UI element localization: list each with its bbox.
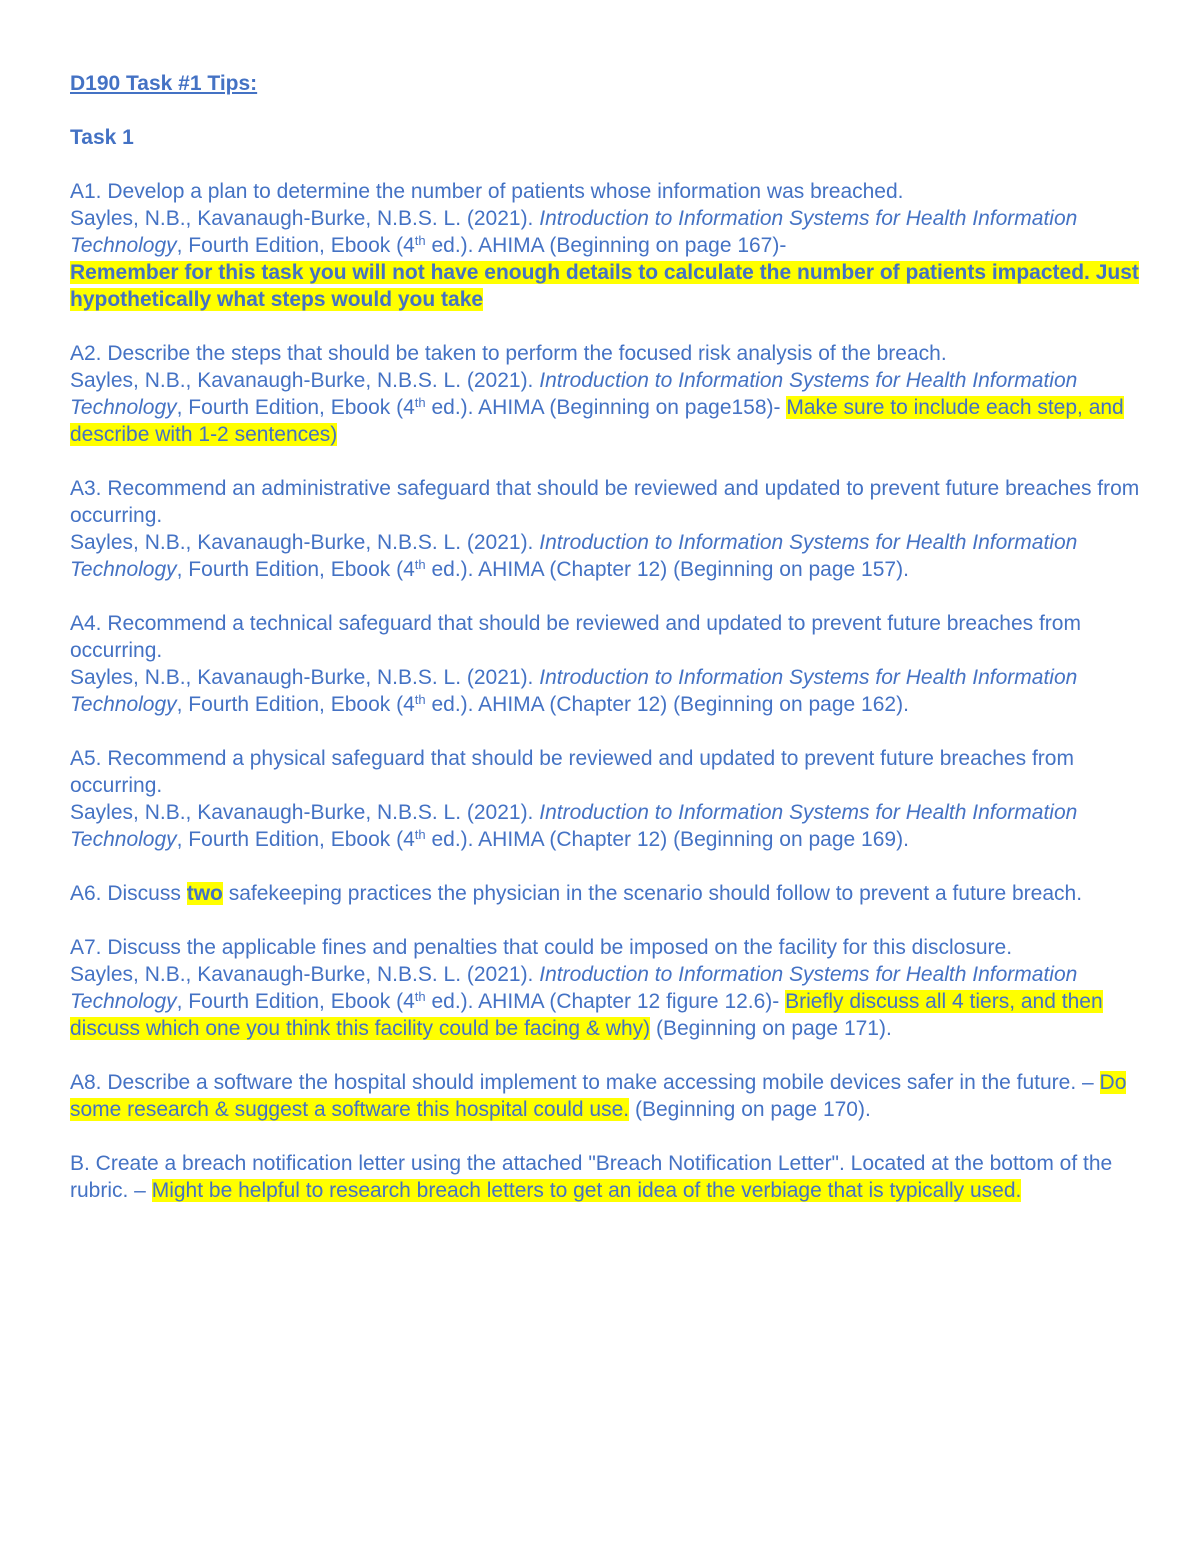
a8-text: A8. Describe a software the hospital should implement to make accessing mobile devices safer in the future. – [70,1071,1100,1094]
document-title: D190 Task #1 Tips: [70,72,258,95]
citation-after-sup: ed.). AHIMA [425,558,550,581]
a5-text: A5. Recommend a physical safeguard that should be reviewed and updated to prevent future breaches from occurring. [70,747,1074,797]
citation-authors: Sayles, N.B., Kavanaugh-Burke, N.B.S. L. (2021). [70,207,540,230]
item-b [70,1150,1140,1204]
document-body [70,70,1140,1231]
a8-after: (Beginning on page 170). [629,1098,871,1121]
a6-highlight: two [186,882,223,905]
citation-book-title: Introduction to Information Systems for Health Information Technology [70,207,1078,257]
citation-sup: th [414,233,426,248]
citation-authors: Sayles, N.B., Kavanaugh-Burke, N.B.S. L. (2021). [70,801,540,824]
b-highlight: Might be helpful to research breach letters to get an idea of the verbiage that is typically used. [151,1179,1022,1202]
citation-book-title: Introduction to Information Systems for Health Information Technology [70,963,1078,1013]
citation-after-sup: ed.). AHIMA [425,990,550,1013]
a4-cite-tail: (Chapter 12) (Beginning on page 162). [549,693,909,716]
citation-edition: , Fourth Edition, Ebook (4 [176,693,415,716]
item-a3 [70,475,1140,583]
b-text: B. Create a breach notification letter using the attached "Breach Notification Letter". Located at the bottom of the rubric. – [70,1152,1113,1202]
citation-after-sup: ed.). AHIMA [425,234,550,257]
citation-book-title: Introduction to Information Systems for Health Information Technology [70,666,1078,716]
item-a5 [70,745,1140,853]
citation-sup: th [414,827,426,842]
a6-prefix: A6. Discuss [70,882,187,905]
a7-cite-tail: (Chapter 12 figure 12.6)- [549,990,786,1013]
item-a4 [70,610,1140,718]
citation-edition: , Fourth Edition, Ebook (4 [176,990,415,1013]
citation-edition: , Fourth Edition, Ebook (4 [176,396,415,419]
a1-text: A1. Develop a plan to determine the number of patients whose information was breached. [70,180,904,203]
citation-after-sup: ed.). AHIMA [425,693,550,716]
a1-highlight: Remember for this task you will not have enough details to calculate the number of patients impacted. Just hypothetically what steps would you take [70,261,1139,311]
citation-authors: Sayles, N.B., Kavanaugh-Burke, N.B.S. L. (2021). [70,531,540,554]
citation-book-title: Introduction to Information Systems for Health Information Technology [70,369,1078,419]
item-a6 [70,880,1140,907]
citation-after-sup: ed.). AHIMA [425,396,550,419]
a7-highlight: Briefly discuss all 4 tiers, and then discuss which one you think this facility could be facing & why) [70,990,1103,1040]
a6-suffix: safekeeping practices the physician in the scenario should follow to prevent a future breach. [222,882,1083,905]
a5-cite-tail: (Chapter 12) (Beginning on page 169). [549,828,909,851]
citation-authors: Sayles, N.B., Kavanaugh-Burke, N.B.S. L. (2021). [70,369,540,392]
citation-book-title: Introduction to Information Systems for Health Information Technology [70,801,1078,851]
a2-text: A2. Describe the steps that should be taken to perform the focused risk analysis of the breach. [70,342,947,365]
item-a2 [70,340,1140,448]
item-a8 [70,1069,1140,1123]
a1-cite-tail: (Beginning on page 167)- [549,234,787,257]
citation-sup: th [414,692,426,707]
item-a1 [70,178,1140,313]
citation-sup: th [414,395,426,410]
a2-highlight: Make sure to include each step, and describe with 1-2 sentences) [70,396,1124,446]
citation-authors: Sayles, N.B., Kavanaugh-Burke, N.B.S. L. (2021). [70,666,540,689]
task-heading: Task 1 [70,126,134,149]
a8-highlight: Do some research & suggest a software this hospital could use. [70,1071,1127,1121]
citation-after-sup: ed.). AHIMA [425,828,550,851]
citation-book-title: Introduction to Information Systems for Health Information Technology [70,531,1078,581]
a4-text: A4. Recommend a technical safeguard that should be reviewed and updated to prevent future breaches from occurring. [70,612,1081,662]
citation-authors: Sayles, N.B., Kavanaugh-Burke, N.B.S. L. (2021). [70,963,540,986]
a2-cite-tail: (Beginning on page158)- [549,396,787,419]
a3-text: A3. Recommend an administrative safeguard that should be reviewed and updated to prevent future breaches from occurring. [70,477,1140,527]
citation-edition: , Fourth Edition, Ebook (4 [176,828,415,851]
citation-sup: th [414,557,426,572]
item-a7 [70,934,1140,1042]
a7-after: (Beginning on page 171). [650,1017,892,1040]
a3-cite-tail: (Chapter 12) (Beginning on page 157). [549,558,909,581]
citation-edition: , Fourth Edition, Ebook (4 [176,234,415,257]
citation-sup: th [414,989,426,1004]
a7-text: A7. Discuss the applicable fines and penalties that could be imposed on the facility for this disclosure. [70,936,1013,959]
citation-edition: , Fourth Edition, Ebook (4 [176,558,415,581]
